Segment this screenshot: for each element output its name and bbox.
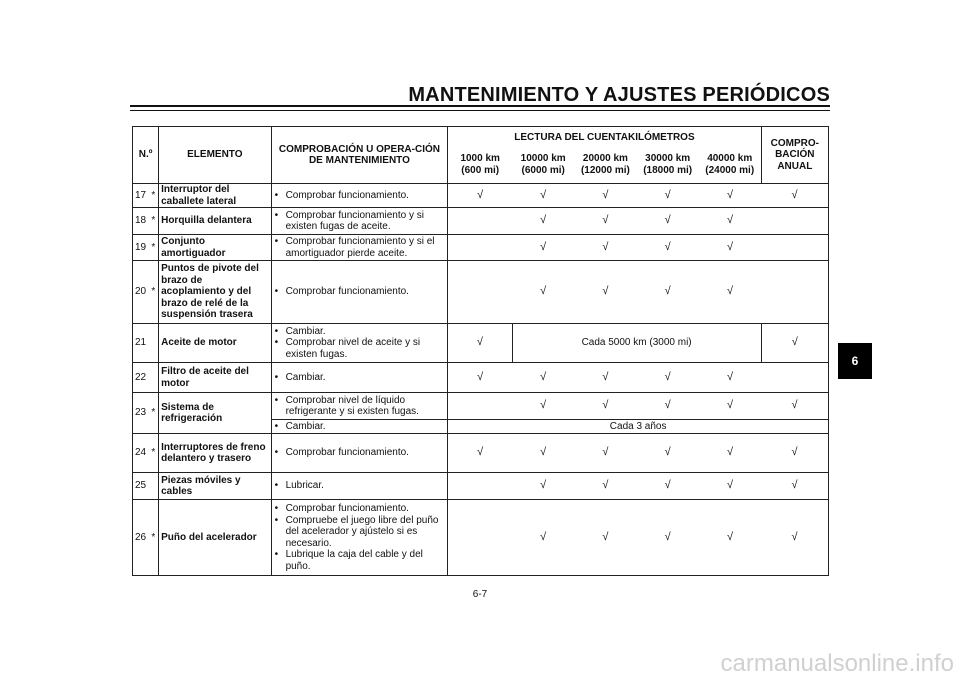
action-list [274, 236, 446, 259]
row-number: 21 [133, 324, 149, 363]
action-cell [271, 324, 448, 363]
element-name: Puño del acelerador [159, 500, 271, 576]
check-mark [448, 261, 512, 324]
inspection-star: * [149, 500, 159, 576]
action-list [274, 421, 446, 433]
row-number: 24 [133, 434, 149, 473]
check-mark: √ [761, 393, 828, 420]
check-mark: √ [448, 324, 512, 363]
row-number: 22 [133, 363, 149, 393]
check-mark [761, 235, 828, 261]
chapter-tab[interactable]: 6 [838, 343, 872, 379]
action-cell [271, 184, 448, 208]
check-mark: √ [761, 473, 828, 500]
row-number: 19 [133, 235, 149, 261]
header-km-4: 40000 km (24000 mi) [699, 148, 761, 184]
element-name: Conjunto amortiguador [159, 235, 271, 261]
page-number: 6-7 [472, 589, 488, 600]
inspection-star [149, 473, 159, 500]
check-mark: √ [512, 208, 574, 235]
check-mark: √ [574, 393, 636, 420]
element-name: Horquilla delantera [159, 208, 271, 235]
action-list [274, 210, 446, 233]
check-mark: √ [637, 473, 699, 500]
check-mark: √ [637, 208, 699, 235]
check-mark: √ [637, 363, 699, 393]
row-number: 26 [133, 500, 149, 576]
action-item: • Comprobar funcionamiento. [284, 447, 446, 459]
check-mark: √ [637, 393, 699, 420]
inspection-star [149, 363, 159, 393]
check-mark [448, 500, 512, 576]
check-mark: √ [574, 434, 636, 473]
element-name: Aceite de motor [159, 324, 271, 363]
action-list [274, 480, 446, 492]
check-mark [448, 208, 512, 235]
action-cell [271, 393, 448, 420]
title-rule-thick [130, 105, 830, 107]
check-mark: √ [448, 363, 512, 393]
table-header [133, 127, 829, 184]
check-mark: √ [761, 184, 828, 208]
action-list [274, 447, 446, 459]
action-item: • Comprobar funcionamiento. [284, 286, 446, 298]
inspection-star [149, 324, 159, 363]
action-item: • Comprobar funcionamiento y si existen fugas de aceite. [284, 210, 446, 233]
check-mark: √ [637, 184, 699, 208]
inspection-star: * [149, 184, 159, 208]
check-mark: √ [699, 184, 761, 208]
check-mark [448, 473, 512, 500]
header-no: N.º [133, 127, 159, 184]
table-row [133, 393, 829, 420]
check-mark: √ [699, 208, 761, 235]
check-mark [761, 363, 828, 393]
check-mark: √ [512, 184, 574, 208]
check-mark: √ [637, 235, 699, 261]
check-mark: √ [699, 473, 761, 500]
table-row [133, 261, 829, 324]
check-mark: √ [761, 324, 828, 363]
table-row [133, 208, 829, 235]
check-mark [448, 393, 512, 420]
interval-text: Cada 5000 km (3000 mi) [512, 324, 761, 363]
action-item: • Lubricar. [284, 480, 446, 492]
element-name: Filtro de aceite del motor [159, 363, 271, 393]
check-mark: √ [637, 434, 699, 473]
page-title: MANTENIMIENTO Y AJUSTES PERIÓDICOS [408, 84, 830, 106]
table-row [133, 324, 829, 363]
row-number: 20 [133, 261, 149, 324]
action-cell [271, 261, 448, 324]
table-row [133, 363, 829, 393]
inspection-star: * [149, 434, 159, 473]
header-odometer: LECTURA DEL CUENTAKILÓMETROS [448, 127, 761, 148]
check-mark: √ [761, 434, 828, 473]
action-item: • Cambiar. [284, 372, 446, 384]
header-km-0: 1000 km (600 mi) [448, 148, 512, 184]
check-mark: √ [512, 363, 574, 393]
row-number: 23 [133, 393, 149, 434]
check-mark [448, 235, 512, 261]
check-mark: √ [574, 473, 636, 500]
action-item: • Comprobar funcionamiento y si el amortiguador pierde aceite. [284, 236, 446, 259]
check-mark: √ [574, 261, 636, 324]
action-cell [271, 473, 448, 500]
action-item: • Cambiar. [284, 326, 446, 338]
table-row [133, 184, 829, 208]
action-cell [271, 420, 448, 434]
check-mark: √ [512, 434, 574, 473]
check-mark: √ [512, 261, 574, 324]
check-mark: √ [512, 473, 574, 500]
check-mark: √ [699, 363, 761, 393]
action-item: • Comprobar funcionamiento. [284, 190, 446, 202]
row-number: 25 [133, 473, 149, 500]
header-km-1: 10000 km (6000 mi) [512, 148, 574, 184]
action-cell [271, 363, 448, 393]
inspection-star: * [149, 393, 159, 434]
element-name: Interruptores de freno delantero y trasero [159, 434, 271, 473]
check-mark: √ [574, 363, 636, 393]
header-check: COMPROBACIÓN U OPERA-CIÓN DE MANTENIMIENTO [271, 127, 448, 184]
action-cell [271, 235, 448, 261]
check-mark: √ [699, 261, 761, 324]
check-mark: √ [512, 500, 574, 576]
check-mark: √ [448, 434, 512, 473]
action-item: • Comprobar nivel de líquido refrigerante y si existen fugas. [284, 395, 446, 418]
check-mark: √ [699, 434, 761, 473]
row-number: 17 [133, 184, 149, 208]
action-item: • Lubrique la caja del cable y del puño. [284, 549, 446, 572]
watermark: carmanualsonline.info [720, 650, 954, 677]
action-item: • Comprobar funcionamiento. [284, 503, 446, 515]
check-mark: √ [512, 393, 574, 420]
check-mark: √ [637, 500, 699, 576]
header-km-2: 20000 km (12000 mi) [574, 148, 636, 184]
action-item: • Cambiar. [284, 421, 446, 433]
header-annual: COMPRO-BACIÓN ANUAL [761, 127, 828, 184]
interval-text: Cada 3 años [448, 420, 829, 434]
action-list [274, 326, 446, 361]
action-cell [271, 500, 448, 576]
action-list [274, 395, 446, 418]
title-rule-thin [130, 110, 830, 111]
action-item: • Comprobar nivel de aceite y si existen fugas. [284, 337, 446, 360]
check-mark: √ [574, 235, 636, 261]
action-list [274, 503, 446, 572]
check-mark: √ [761, 500, 828, 576]
inspection-star: * [149, 261, 159, 324]
maintenance-table [132, 126, 829, 576]
check-mark: √ [574, 208, 636, 235]
header-km-3: 30000 km (18000 mi) [637, 148, 699, 184]
table-row [133, 235, 829, 261]
element-name: Piezas móviles y cables [159, 473, 271, 500]
action-list [274, 372, 446, 384]
check-mark: √ [699, 393, 761, 420]
check-mark [761, 261, 828, 324]
check-mark [761, 208, 828, 235]
check-mark: √ [699, 500, 761, 576]
table-row [133, 473, 829, 500]
action-item: • Compruebe el juego libre del puño del acelerador y ajústelo si es necesario. [284, 515, 446, 550]
check-mark: √ [574, 184, 636, 208]
element-name: Sistema de refrigeración [159, 393, 271, 434]
inspection-star: * [149, 235, 159, 261]
action-cell [271, 434, 448, 473]
table-row [133, 434, 829, 473]
action-list [274, 286, 446, 298]
check-mark: √ [512, 235, 574, 261]
check-mark: √ [699, 235, 761, 261]
check-mark: √ [637, 261, 699, 324]
check-mark: √ [574, 500, 636, 576]
header-element: ELEMENTO [159, 127, 271, 184]
row-number: 18 [133, 208, 149, 235]
table-row [133, 500, 829, 576]
check-mark: √ [448, 184, 512, 208]
action-cell [271, 208, 448, 235]
element-name: Puntos de pivote del brazo de acoplamiento y del brazo de relé de la suspensión trasera [159, 261, 271, 324]
element-name: Interruptor del caballete lateral [159, 184, 271, 208]
inspection-star: * [149, 208, 159, 235]
action-list [274, 190, 446, 202]
